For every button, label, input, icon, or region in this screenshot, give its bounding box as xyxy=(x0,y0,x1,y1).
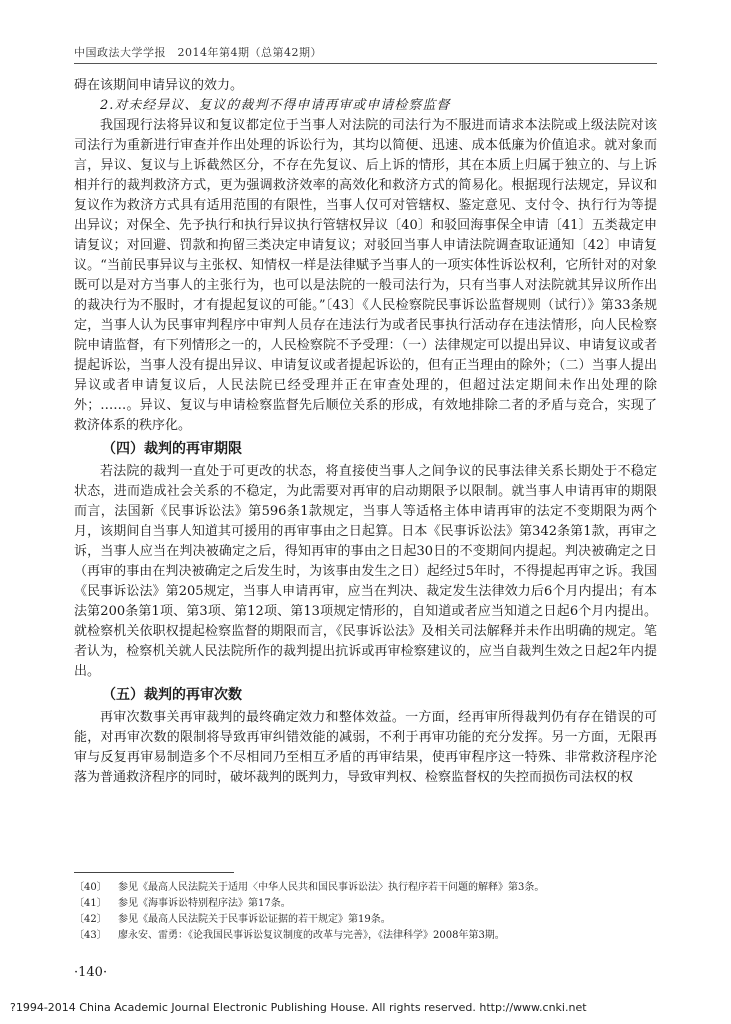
section-heading-5: （五）裁判的再审次数 xyxy=(102,687,242,703)
paragraph-continuation: 碍在该期间申请异议的效力。 xyxy=(74,78,244,93)
page-number: ·140· xyxy=(74,965,108,980)
footnote-item: 〔43〕 廖永安、雷勇：《论我国民事诉讼复议制度的改革与完善》，《法律科学》2008年第3期。 xyxy=(74,930,505,941)
header-divider xyxy=(74,63,657,64)
section-heading-4: （四）裁判的再审期限 xyxy=(102,441,242,457)
footnote-item: 〔40〕 参见《最高人民法院关于适用〈中华人民共和国民事诉讼法〉执行程序若干问题的解释》第3条。 xyxy=(74,882,545,893)
copyright-footer: ?1994-2014 China Academic Journal Electronic Publishing House. All rights reserved. http://www.cnki.net xyxy=(10,1001,587,1014)
subheading-2: 2.对未经异议、复议的裁判不得申请再审或申请检察监督 xyxy=(100,98,451,113)
footnote-item: 〔41〕 参见《海事诉讼特别程序法》第17条。 xyxy=(74,898,291,909)
running-header: 中国政法大学学报 2014年第4期（总第42期） xyxy=(74,46,322,59)
article-body xyxy=(74,76,657,788)
paragraph-1: 我国现行法将异议和复议都定位于当事人对法院的司法行为不服进而请求本法院或上级法院对该司法行为重新进行审查并作出处理的诉讼行为，其均以简便、迅速、成本低廉为价值追求。就对象而言，异议、复议与上诉截然区分，不存在先复议、后上诉的情形，其在本质上归属于独立的、与上诉相并行的裁判救济方式，更为强调救济效率的高效化和救济方式的简易化。根据现行法规定，异议和复议作为救济方式具有适用范围的有限性，当事人仅可对管辖权、鉴定意见、支付令、执行行为等提出异议；对保全、先予执行和执行异议执行管辖权异议〔40〕和驳回海事保全申请〔41〕五类裁定申请复议；对回避、罚款和拘留三类决定申请复议；对驳回当事人申请法院调查取证通知〔42〕申请复议。“当前民事异议与主张权、知情权一样是法律赋予当事人的一项实体性诉讼权利，它所针对的对象既可以是对方当事人的主张行为，也可以是法院的一般司法行为，只有当事人对法院就其异议所作出的裁决行为不服时，才有提起复议的可能。”〔43〕《人民检察院民事诉讼监督规则（试行）》第33条规定，当事人认为民事审判程序中审判人员存在违法行为或者民事执行活动存在违法情形，向人民检察院申请监督，有下列情形之一的，人民检察院不予受理：（一）法律规定可以提出异议、申请复议或者提起诉讼，当事人没有提出异议、申请复议或者提起诉讼的，但有正当理由的除外；（二）当事人提出异议或者申请复议后，人民法院已经受理并正在审查处理的，但超过法定期间未作出处理的除外；……。异议、复议与申请检察监督先后顺位关系的形成，有效地排除二者的矛盾与竞合，实现了救济体系的秩序化。 xyxy=(74,118,657,433)
footnotes xyxy=(74,880,657,944)
footnote-divider xyxy=(74,872,234,873)
paragraph-3: 再审次数事关再审裁判的最终确定效力和整体效益。一方面，经再审所得裁判仍有存在错误的可能，对再审次数的限制将导致再审纠错效能的减弱，不利于再审功能的充分发挥。另一方面，无限再审与反复再审易制造多个不尽相同乃至相互矛盾的再审结果，使再审程序这一特殊、非常救济程序沦落为普通救济程序的同时，破坏裁判的既判力，导致审判权、检察监督权的失控而损伤司法权的权 xyxy=(74,710,657,785)
paragraph-2: 若法院的裁判一直处于可更改的状态，将直接使当事人之间争议的民事法律关系长期处于不稳定状态，进而造成社会关系的不稳定，为此需要对再审的启动期限予以限制。就当事人申请再审的期限而言，法国新《民事诉讼法》第596条1款规定，当事人等适格主体申请再审的法定不变期限为两个月，该期间自当事人知道其可援用的再审事由之日起算。日本《民事诉讼法》第342条第1款，再审之诉，当事人应当在判决被确定之后，得知再审的事由之日起30日的不变期间内提起。判决被确定之日（再审的事由在判决被确定之后发生时，为该事由发生之日）起经过5年时，不得提起再审之诉。我国《民事诉讼法》第205规定，当事人申请再审，应当在判决、裁定发生法律效力后6个月内提出；有本法第200条第1项、第3项、第12项、第13项规定情形的，自知道或者应当知道之日起6个月内提出。就检察机关依职权提起检察监督的期限而言，《民事诉讼法》及相关司法解释并未作出明确的规定。笔者认为，检察机关就人民法院所作的裁判提出抗诉或再审检察建议的，应当自裁判生效之日起2年内提出。 xyxy=(74,464,657,679)
footnote-item: 〔42〕 参见《最高人民法院关于民事诉讼证据的若干规定》第19条。 xyxy=(74,914,391,925)
